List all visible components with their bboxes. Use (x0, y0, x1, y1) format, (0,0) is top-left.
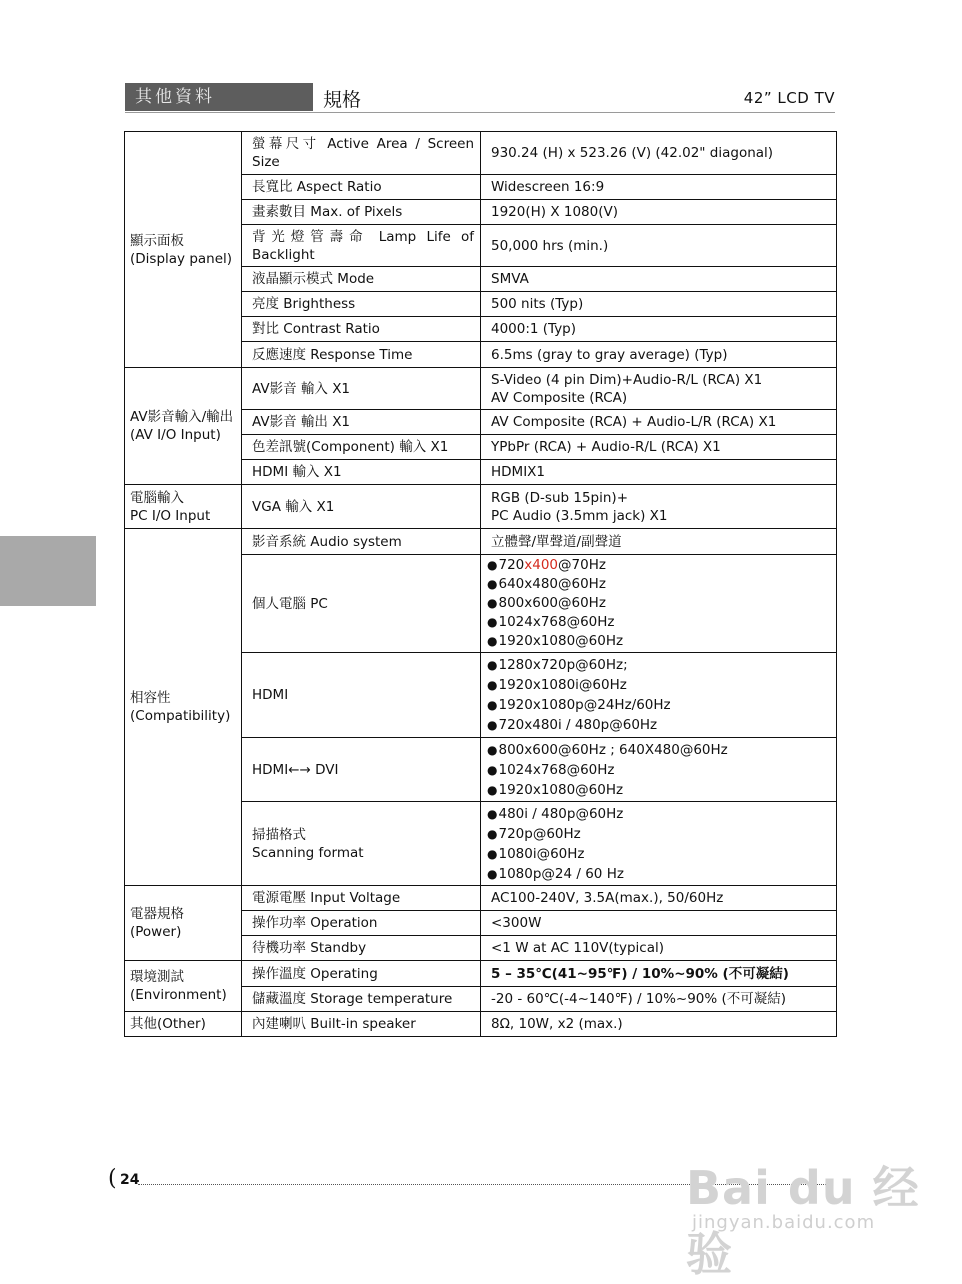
table-row (125, 886, 837, 911)
spec-label: 背光燈管壽命 Lamp Life of Backlight (242, 225, 481, 267)
spec-label: 電源電壓 Input Voltage (242, 886, 481, 911)
spec-value: RGB (D-sub 15pin)+ PC Audio (3.5mm jack) X1 (481, 485, 837, 529)
spec-value: SMVA (481, 267, 837, 292)
bracket-ornament: ( (108, 1166, 117, 1191)
spec-label: 待機功率 Standby (242, 936, 481, 961)
spec-label: 掃描格式 Scanning format (242, 802, 481, 886)
watermark-logo: Bai du 经验 (686, 1161, 920, 1281)
table-row (125, 529, 837, 555)
spec-value: HDMIX1 (481, 460, 837, 485)
side-thumb-tab (0, 536, 96, 606)
spec-label: HDMI 輸入 X1 (242, 460, 481, 485)
spec-value: ● 480i / 480p@60Hz ● 720p@60Hz ● 1080i@60Hz ● 1080p@24 / 60 Hz (481, 802, 837, 886)
spec-value: ● 720x400@70Hz ● 640x480@60Hz ● 800x600@60Hz ● 1024x768@60Hz ● 1920x1080@60Hz (481, 555, 837, 653)
spec-value: 500 nits (Typ) (481, 292, 837, 317)
section-tab: 其他資料 (125, 83, 313, 111)
section-title: 規格 (323, 89, 362, 111)
model-name: 42” LCD TV (743, 89, 835, 107)
spec-label: 對比 Contrast Ratio (242, 317, 481, 342)
spec-label: HDMI←→ DVI (242, 738, 481, 802)
spec-label: 儲藏溫度 Storage temperature (242, 987, 481, 1012)
table-row (125, 1012, 837, 1037)
spec-label: 內建喇叭 Built-in speaker (242, 1012, 481, 1037)
spec-label: 液晶顯示模式 Mode (242, 267, 481, 292)
spec-value: <1 W at AC 110V(typical) (481, 936, 837, 961)
spec-value: Widescreen 16:9 (481, 175, 837, 200)
spec-label: 螢幕尺寸 Active Area / Screen Size (242, 132, 481, 175)
spec-value: AC100-240V, 3.5A(max.), 50/60Hz (481, 886, 837, 911)
table-row (125, 961, 837, 987)
spec-table (124, 131, 837, 1037)
page-number: 24 (120, 1172, 140, 1188)
category-other: 其他(Other) (125, 1012, 242, 1037)
spec-value: <300W (481, 911, 837, 936)
spec-label: 影音系統 Audio system (242, 529, 481, 555)
spec-value: ● 1280x720p@60Hz; ● 1920x1080i@60Hz ● 1920x1080p@24Hz/60Hz ● 720x480i / 480p@60Hz (481, 653, 837, 738)
spec-value: S-Video (4 pin Dim)+Audio-R/L (RCA) X1 AV Composite (RCA) (481, 368, 837, 410)
spec-value: 6.5ms (gray to gray average) (Typ) (481, 342, 837, 368)
watermark (686, 1152, 922, 1281)
spec-label: HDMI (242, 653, 481, 738)
category-power: 電器規格 (Power) (125, 886, 242, 961)
spec-value: 1920(H) X 1080(V) (481, 200, 837, 225)
category-pc: 電腦輸入 PC I/O Input (125, 485, 242, 529)
spec-label: 操作功率 Operation (242, 911, 481, 936)
table-row (125, 368, 837, 410)
spec-label: VGA 輸入 X1 (242, 485, 481, 529)
spec-value: YPbPr (RCA) + Audio-R/L (RCA) X1 (481, 435, 837, 460)
table-row (125, 132, 837, 175)
spec-label: 亮度 Brighthess (242, 292, 481, 317)
page-header (125, 83, 835, 113)
spec-value: 立體聲/單聲道/副聲道 (481, 529, 837, 555)
spec-value: AV Composite (RCA) + Audio-L/R (RCA) X1 (481, 410, 837, 435)
spec-value: 5 – 35℃(41~95℉) / 10%~90% (不可凝結) (481, 961, 837, 987)
spec-label: 長寬比 Aspect Ratio (242, 175, 481, 200)
header-divider (125, 112, 835, 113)
category-compatibility: 相容性 (Compatibility) (125, 529, 242, 886)
spec-label: 反應速度 Response Time (242, 342, 481, 368)
spec-value: ● 800x600@60Hz ; 640X480@60Hz ● 1024x768@60Hz ● 1920x1080@60Hz (481, 738, 837, 802)
spec-value: 50,000 hrs (min.) (481, 225, 837, 267)
spec-label: AV影音 輸出 X1 (242, 410, 481, 435)
category-av: AV影音輸入/輸出 (AV I/O Input) (125, 368, 242, 485)
spec-label: 個人電腦 PC (242, 555, 481, 653)
spec-label: AV影音 輸入 X1 (242, 368, 481, 410)
watermark-url: jingyan.baidu.com (692, 1212, 876, 1233)
table-row (125, 485, 837, 529)
spec-label: 操作溫度 Operating (242, 961, 481, 987)
spec-value: -20 - 60℃(-4~140℉) / 10%~90% (不可凝結) (481, 987, 837, 1012)
category-display: 顯示面板 (Display panel) (125, 132, 242, 368)
spec-value: 8Ω, 10W, x2 (max.) (481, 1012, 837, 1037)
spec-label: 畫素數目 Max. of Pixels (242, 200, 481, 225)
spec-value: 930.24 (H) x 523.26 (V) (42.02" diagonal) (481, 132, 837, 175)
spec-label: 色差訊號(Component) 輸入 X1 (242, 435, 481, 460)
spec-value: 4000:1 (Typ) (481, 317, 837, 342)
category-environment: 環境測試 (Environment) (125, 961, 242, 1012)
